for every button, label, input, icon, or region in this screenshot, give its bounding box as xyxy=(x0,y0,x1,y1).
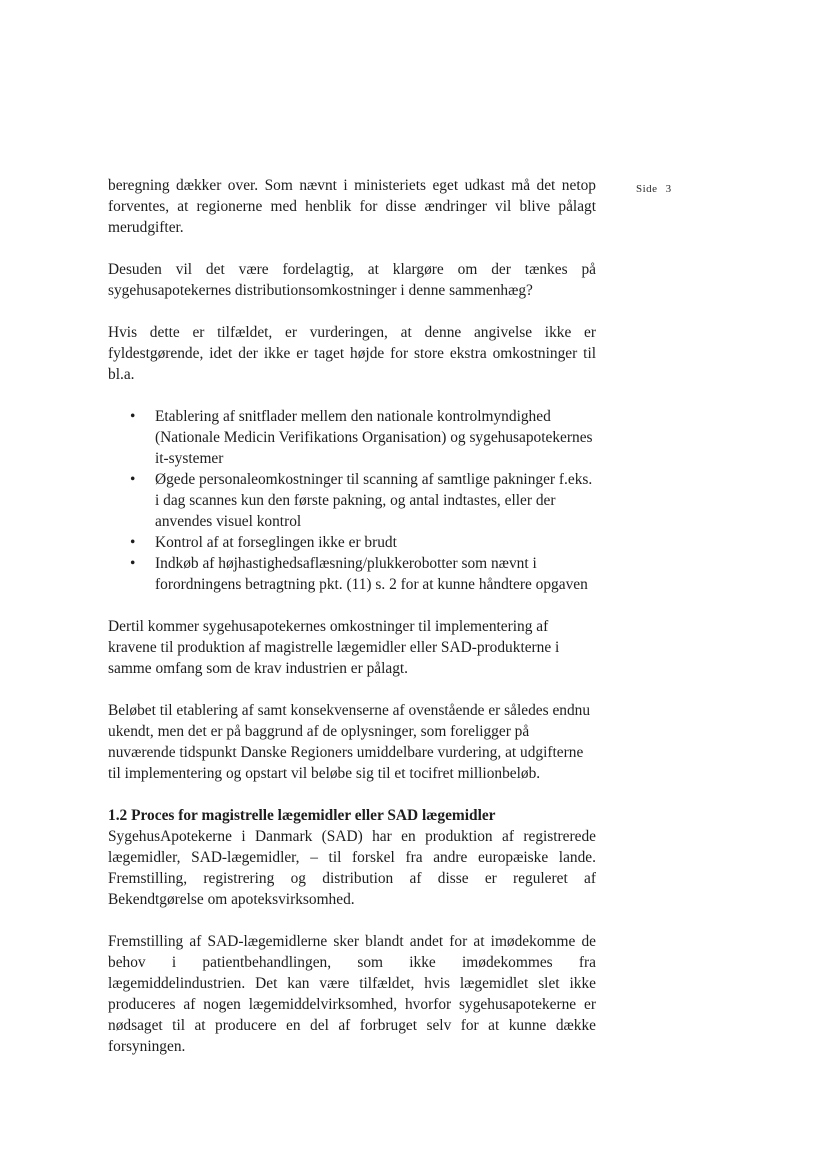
page-number-marker xyxy=(636,183,672,195)
bullet-icon: • xyxy=(130,534,136,551)
bullet-icon: • xyxy=(130,555,136,572)
page-label: Side xyxy=(636,183,658,195)
document-body xyxy=(108,175,596,1078)
page-number: 3 xyxy=(665,183,672,195)
paragraph-amount-estimate: Beløbet til etablering af samt konsekvenserne af ovenstående er således endnu ukendt, men det er på baggrund af de oplysninger, som foreligger på nuværende tidspunkt Danske Regioners umiddelbare vurdering, at udgifterne til implementering og opstart vil beløbe sig til et tocifret millionbeløb. xyxy=(108,702,591,782)
bullet-icon: • xyxy=(130,408,136,425)
paragraph-sad-production: SygehusApotekerne i Danmark (SAD) har en produktion af registrerede lægemidler, SAD-lægemidler, – til forskel fra andre europæiske lande. Fremstilling, registrering og distribution af disse er reguleret af Bekendtgørelse om apoteksvirksomhed. xyxy=(108,828,596,908)
paragraph-distribution-question: Desuden vil det være fordelagtig, at klargøre om der tænkes på sygehusapotekernes distributionsomkostninger i denne sammenhæg? xyxy=(108,261,596,299)
paragraph-implementation-costs: Dertil kommer sygehusapotekernes omkostninger til implementering af kravene til produktion af magistrelle lægemidler eller SAD-produkterne i samme omfang som de krav industrien er pålagt. xyxy=(108,618,560,677)
list-item: • Indkøb af højhastighedsaflæsning/plukkerobotter som nævnt i forordningens betragtning pkt. (11) s. 2 for at kunne håndtere opgaven xyxy=(130,555,588,593)
paragraph-cost-assessment: Hvis dette er tilfældet, er vurderingen, at denne angivelse ikke er fyldestgørende, idet der ikke er taget højde for store ekstra omkostninger til bl.a. xyxy=(108,324,596,383)
bullet-icon: • xyxy=(130,471,136,488)
section-heading: 1.2 Proces for magistrelle lægemidler eller SAD lægemidler xyxy=(108,807,496,824)
cost-bullet-list xyxy=(108,406,596,595)
list-item: • Kontrol af at forseglingen ikke er brudt xyxy=(130,534,397,551)
list-item: • Etablering af snitflader mellem den nationale kontrolmyndighed (Nationale Medicin Verifikations Organisation) og sygehusapotekernes it-systemer xyxy=(130,408,593,467)
paragraph-budget-intro: beregning dækker over. Som nævnt i ministeriets eget udkast må det netop forventes, at regionerne med henblik for disse ændringer vil blive pålagt merudgifter. xyxy=(108,177,596,236)
paragraph-sad-manufacturing: Fremstilling af SAD-lægemidlerne sker blandt andet for at imødekomme de behov i patientbehandlingen, som ikke imødekommes fra lægemiddelindustrien. Det kan være tilfældet, hvis lægemidlet slet ikke produceres af nogen lægemiddelvirksomhed, hvorfor sygehusapotekerne er nødsaget til at producere en del af forbruget selv for at kunne dække forsyningen. xyxy=(108,933,596,1055)
list-item: • Øgede personaleomkostninger til scanning af samtlige pakninger f.eks. i dag scannes kun den første pakning, og antal indtastes, eller der anvendes visuel kontrol xyxy=(130,471,593,530)
